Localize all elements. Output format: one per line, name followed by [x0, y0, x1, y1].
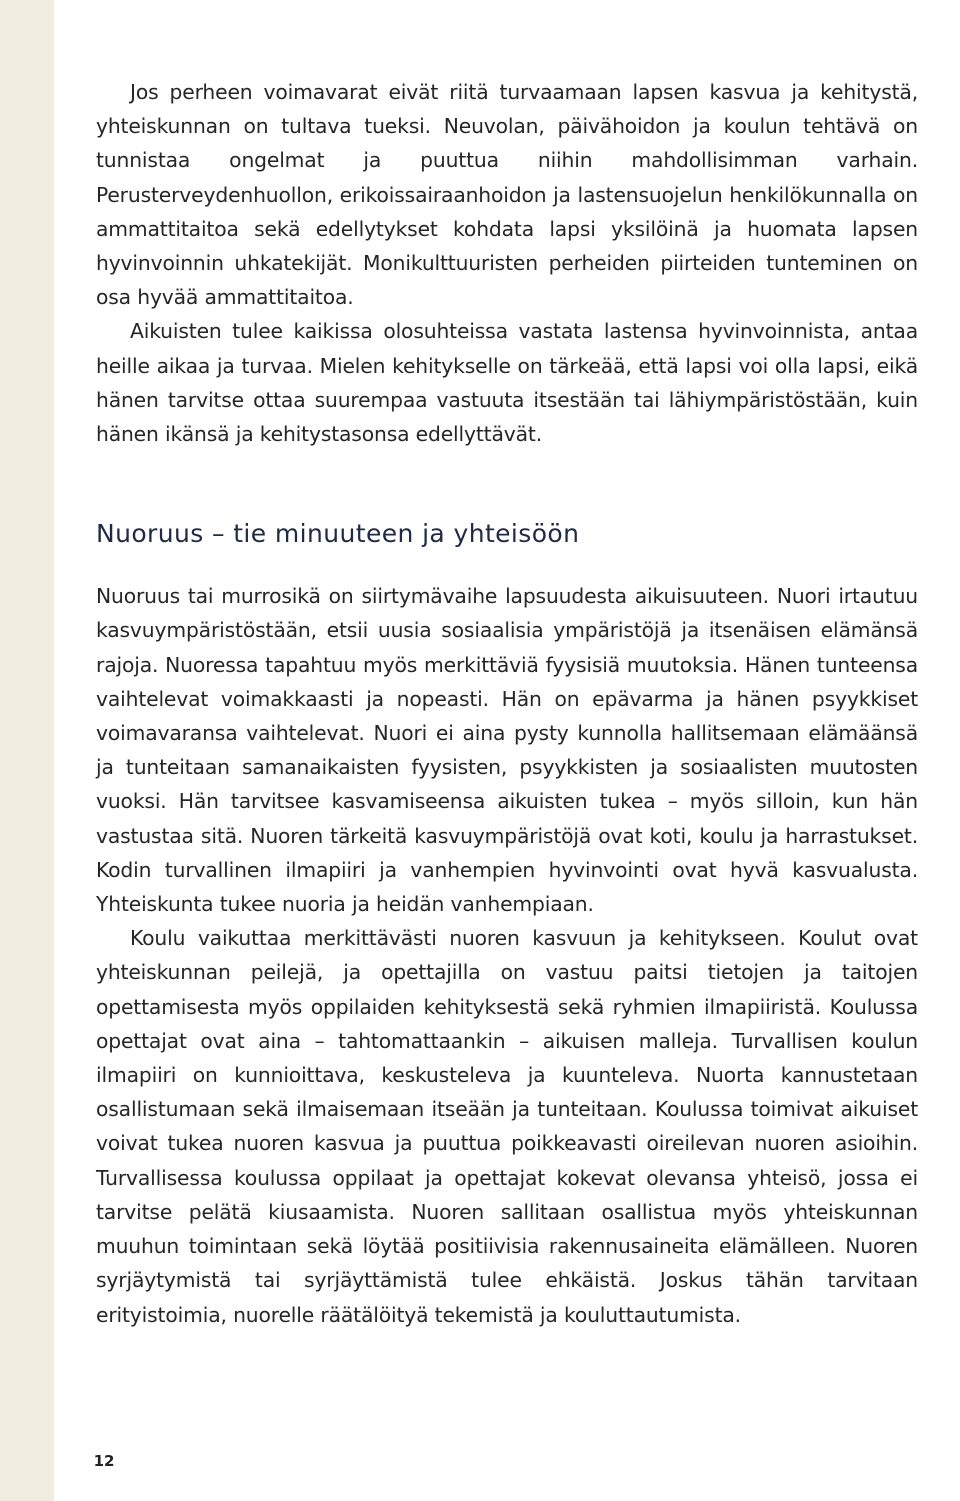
paragraph-adolescence: Nuoruus tai murrosikä on siirtymävaihe lapsuudesta aikuisuuteen. Nuori irtautuu kasvuympäristöstään, etsii uusia sosiaalisia ympäristöjä ja itsenäisen elämänsä rajoja. Nuoressa tapahtuu myös merkittäviä fyysisiä muutoksia. Hänen tunteensa vaihtelevat voimakkaasti ja nopeasti. Hän on epävarma ja hänen psyykkiset voimavaransa vaihtelevat. Nuori ei aina pysty kunnolla hallitsemaan elämäänsä ja tunteitaan samanaikaisten fyysisten, psyykkisten ja sosiaalisten muutosten vuoksi. Hän tarvitsee kasvamiseensa aikuisten tukea – myös silloin, kun hän vastustaa sitä. Nuoren tärkeitä kasvuympäristöjä ovat koti, koulu ja harrastukset. Kodin turvallinen ilmapiiri ja vanhempien hyvinvointi ovat hyvä kasvualusta. Yhteiskunta tukee nuoria ja heidän vanhempiaan. [96, 584, 918, 917]
page-content [96, 75, 918, 1332]
page-number: 12 [93, 1452, 115, 1470]
paragraph-adult-responsibility: Aikuisten tulee kaikissa olosuhteissa vastata lastensa hyvinvoinnista, antaa heille aikaa ja turvaa. Mielen kehitykselle on tärkeää, että lapsi voi olla lapsi, eikä hänen tarvitse ottaa suurempaa vastuuta itsestään tai lähiympäristöstään, kuin hänen ikänsä ja kehitystasonsa edellyttävät. [96, 319, 918, 447]
section-heading-youth: Nuoruus – tie minuuteen ja yhteisöön [96, 519, 580, 549]
page-margin-strip [0, 0, 54, 1501]
paragraph-support-for-families: Jos perheen voimavarat eivät riitä turvaamaan lapsen kasvua ja kehitystä, yhteiskunnan on tultava tueksi. Neuvolan, päivähoidon ja koulun tehtävä on tunnistaa ongelmat ja puuttua niihin mahdollisimman varhain. Perusterveydenhuollon, erikoissairaanhoidon ja lastensuojelun henkilökunnalla on ammattitaitoa sekä edellytykset kohdata lapsi yksilöinä ja huomata lapsen hyvinvoinnin uhkatekijät. Monikulttuuristen perheiden piirteiden tunteminen on osa hyvää ammattitaitoa. [96, 80, 918, 310]
paragraph-school-influence: Koulu vaikuttaa merkittävästi nuoren kasvuun ja kehitykseen. Koulut ovat yhteiskunnan peilejä, ja opettajilla on vastuu paitsi tietojen ja taitojen opettamisesta myös oppilaiden kehityksestä sekä ryhmien ilmapiiristä. Koulussa opettajat ovat aina – tahtomattaankin – aikuisen malleja. Turvallisen koulun ilmapiiri on kunnioittava, keskusteleva ja kuunteleva. Nuorta kannustetaan osallistumaan sekä ilmaisemaan itseään ja tunteitaan. Koulussa toimivat aikuiset voivat tukea nuoren kasvua ja puuttua poikkeavasti oireilevan nuoren asioihin. Turvallisessa koulussa oppilaat ja opettajat kokevat olevansa yhteisö, jossa ei tarvitse pelätä kiusaamista. Nuoren sallitaan osallistua myös yhteiskunnan muuhun toimintaan sekä löytää positiivisia rakennusaineita elämälleen. Nuoren syrjäytymistä tai syrjäyttämistä tulee ehkäistä. Joskus tähän tarvitaan erityistoimia, nuorelle räätälöityä tekemistä ja kouluttautumista. [96, 926, 918, 1327]
document-page [54, 0, 960, 1501]
